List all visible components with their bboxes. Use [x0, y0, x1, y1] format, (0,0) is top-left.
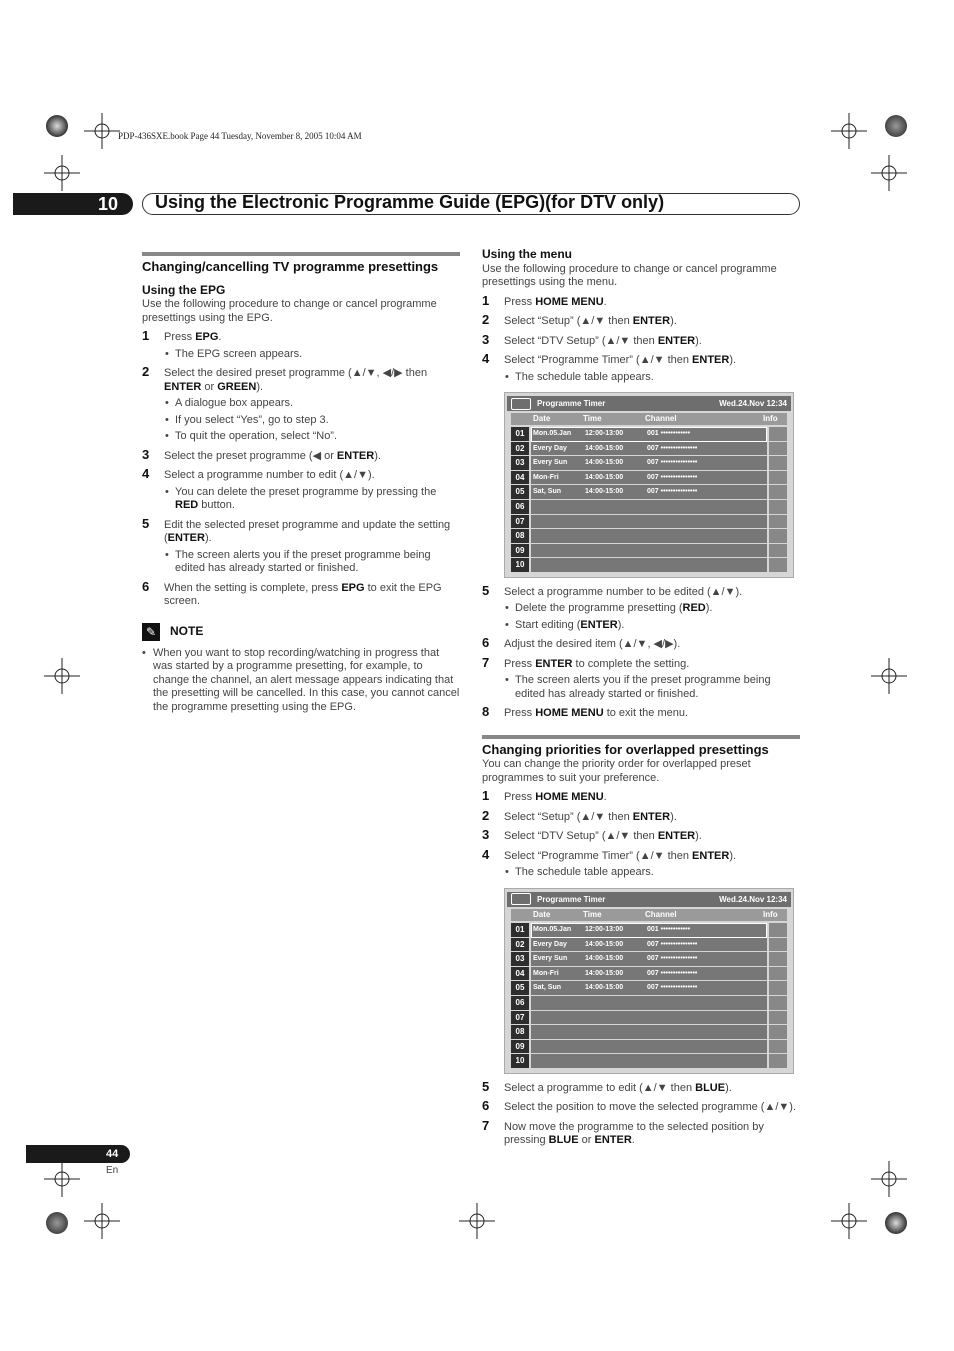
- screen-clock: Wed.24.Nov 12:34: [719, 398, 787, 408]
- row-number: 01: [511, 923, 529, 938]
- row-channel: 001 ••••••••••••: [647, 430, 691, 438]
- step-text: Select the position to move the selected programme (▲/▼).: [504, 1101, 797, 1114]
- section-title: Changing/cancelling TV programme presettings: [142, 259, 439, 274]
- row-number: 06: [511, 500, 529, 515]
- table-row[interactable]: [511, 427, 787, 442]
- row-info: [769, 952, 787, 967]
- step-4: [142, 466, 460, 483]
- left-column: [142, 252, 460, 716]
- step-1: [482, 292, 800, 310]
- table-row[interactable]: [511, 544, 787, 559]
- row-time: 14:00-15:00: [585, 969, 624, 977]
- registration-mark-icon: [871, 155, 907, 191]
- step-text: Press HOME MENU to exit the menu.: [504, 707, 689, 720]
- pencil-icon: ✎: [142, 623, 160, 641]
- row-cells: [531, 981, 767, 996]
- step-text: Select “DTV Setup” (▲/▼ then ENTER).: [504, 334, 702, 347]
- row-time: 14:00-15:00: [585, 444, 624, 452]
- row-time: 12:00-13:00: [585, 925, 624, 933]
- step-bullet: • If you select “Yes”, go to step 3.: [142, 414, 460, 428]
- step-bullet: • Start editing (ENTER).: [482, 619, 800, 633]
- row-date: Mon.05.Jan: [533, 430, 572, 438]
- step-text: Select a programme to edit (▲/▼ then BLUE).: [504, 1081, 732, 1094]
- menu-steps-b: [482, 582, 800, 721]
- step-text: Select “Programme Timer” (▲/▼ then ENTER).: [504, 354, 737, 366]
- priority-steps-b: [482, 1078, 800, 1148]
- step-number: 2: [142, 364, 150, 379]
- row-cells: [531, 515, 767, 530]
- step-bullet: • The screen alerts you if the preset programme being edited has already started or finished.: [142, 549, 460, 576]
- row-date: Mon-Fri: [533, 473, 559, 481]
- row-cells: [531, 1054, 767, 1069]
- section-rule: [482, 735, 800, 739]
- row-cells: [531, 923, 767, 938]
- table-row[interactable]: [511, 529, 787, 544]
- row-cells: [531, 558, 767, 573]
- row-number: 08: [511, 529, 529, 544]
- step-bullet: • The schedule table appears.: [482, 371, 800, 385]
- table-row[interactable]: [511, 471, 787, 486]
- row-number: 02: [511, 938, 529, 953]
- table-row[interactable]: [511, 952, 787, 967]
- sub-title: Using the EPG: [142, 282, 226, 297]
- row-channel: 007 •••••••••••••••: [647, 940, 698, 948]
- row-cells: [531, 456, 767, 471]
- step-text: Select “Setup” (▲/▼ then ENTER).: [504, 810, 677, 823]
- row-cells: [531, 544, 767, 559]
- step-3: [482, 331, 800, 349]
- timer-screen: [504, 392, 794, 578]
- row-info: [769, 485, 787, 500]
- row-number: 10: [511, 558, 529, 573]
- step-text: When the setting is complete, press EPG to exit the EPG screen.: [164, 581, 442, 607]
- row-info: [769, 1054, 787, 1069]
- row-info: [769, 471, 787, 486]
- tv-icon: [511, 893, 531, 905]
- step-number: 5: [482, 1078, 490, 1094]
- screen-clock: Wed.24.Nov 12:34: [719, 894, 787, 904]
- row-cells: [531, 996, 767, 1011]
- row-cells: [531, 471, 767, 486]
- section-rule: [142, 252, 460, 256]
- row-channel: 007 •••••••••••••••: [647, 969, 698, 977]
- step-number: 6: [482, 635, 490, 651]
- step-text: Press HOME MENU.: [504, 791, 607, 804]
- registration-mark-icon: [871, 1161, 907, 1197]
- row-info: [769, 544, 787, 559]
- step-number: 4: [482, 846, 490, 862]
- row-info: [769, 427, 787, 442]
- step-6: [482, 1098, 800, 1115]
- row-info: [769, 923, 787, 938]
- header-date: Date: [533, 910, 551, 920]
- row-date: Sat, Sun: [533, 488, 562, 496]
- page-number: 44: [106, 1148, 119, 1160]
- row-number: 07: [511, 1011, 529, 1026]
- step-number: 3: [482, 827, 490, 843]
- step-number: 8: [482, 704, 490, 720]
- note-header: [142, 623, 460, 641]
- menu-steps-a: [482, 292, 800, 385]
- step-6: [142, 578, 460, 609]
- row-number: 10: [511, 1054, 529, 1069]
- screen-title: Programme Timer: [537, 398, 606, 408]
- intro-text: Use the following procedure to change or cancel programme presettings using the EPG.: [142, 298, 437, 324]
- step-text: Select “Programme Timer” (▲/▼ then ENTER).: [504, 849, 737, 862]
- row-number: 05: [511, 485, 529, 500]
- step-5: [482, 582, 800, 600]
- registration-mark-icon: [84, 113, 120, 149]
- row-time: 14:00-15:00: [585, 940, 624, 948]
- table-row[interactable]: [511, 500, 787, 515]
- row-time: 14:00-15:00: [585, 984, 624, 992]
- table-row[interactable]: [511, 967, 787, 982]
- row-info: [769, 967, 787, 982]
- tv-icon: [511, 398, 531, 410]
- row-cells: [531, 427, 767, 442]
- header-info: Info: [763, 414, 778, 424]
- step-text: Select the preset programme (◀ or ENTER).: [164, 449, 381, 462]
- screen-title: Programme Timer: [537, 894, 606, 904]
- row-info: [769, 558, 787, 573]
- table-row[interactable]: [511, 442, 787, 457]
- step-bullet: • The schedule table appears.: [482, 866, 800, 880]
- row-date: Sat, Sun: [533, 984, 562, 992]
- step-bullet: • The screen alerts you if the preset programme being edited has already started or finished.: [482, 674, 800, 701]
- step-text: Press ENTER to complete the setting.: [504, 657, 690, 670]
- row-channel: 007 •••••••••••••••: [647, 984, 698, 992]
- priority-intro: You can change the priority order for overlapped preset programmes to suit your preference.: [482, 758, 751, 784]
- row-number: 04: [511, 967, 529, 982]
- step-bullet: • To quit the operation, select “No”.: [142, 430, 460, 444]
- row-date: Every Day: [533, 940, 567, 948]
- file-info: PDP-436SXE.book Page 44 Tuesday, November 8, 2005 10:04 AM: [118, 131, 362, 141]
- table-row[interactable]: [511, 1040, 787, 1055]
- row-channel: 001 ••••••••••••: [647, 925, 691, 933]
- registration-mark-icon: [84, 1203, 120, 1239]
- row-time: 14:00-15:00: [585, 955, 624, 963]
- row-cells: [531, 1011, 767, 1026]
- chapter-number: 10: [98, 194, 119, 214]
- table-header: [511, 413, 787, 425]
- step-number: 2: [482, 807, 490, 823]
- step-2: [142, 364, 460, 394]
- row-channel: 007 •••••••••••••••: [647, 955, 698, 963]
- priority-steps-a: [482, 788, 800, 880]
- epg-steps: [142, 328, 460, 609]
- registration-mark-icon: [44, 155, 80, 191]
- registration-mark-icon: [871, 658, 907, 694]
- right-column: [482, 248, 800, 1151]
- step-number: 5: [482, 582, 490, 598]
- row-info: [769, 500, 787, 515]
- row-time: 14:00-15:00: [585, 459, 624, 467]
- row-cells: [531, 485, 767, 500]
- registration-mark-icon: [831, 113, 867, 149]
- row-number: 02: [511, 442, 529, 457]
- row-time: 14:00-15:00: [585, 488, 624, 496]
- priority-section-title: Changing priorities for overlapped presettings: [482, 741, 769, 757]
- table-row[interactable]: [511, 1011, 787, 1026]
- header-channel: Channel: [645, 414, 677, 424]
- table-row[interactable]: [511, 485, 787, 500]
- step-number: 7: [482, 654, 490, 670]
- registration-mark-icon: [44, 658, 80, 694]
- row-date: Mon-Fri: [533, 969, 559, 977]
- table-header: [511, 909, 787, 921]
- screen-title-bar: [507, 396, 791, 411]
- header-time: Time: [583, 910, 602, 920]
- row-number: 03: [511, 456, 529, 471]
- step-number: 4: [142, 466, 150, 481]
- page-language: En: [106, 1165, 119, 1176]
- step-bullet: • Delete the programme presetting (RED).: [482, 602, 800, 616]
- step-bullet: • A dialogue box appears.: [142, 397, 460, 411]
- table-row[interactable]: [511, 558, 787, 573]
- table-row[interactable]: [511, 456, 787, 471]
- table-row[interactable]: [511, 996, 787, 1011]
- row-cells: [531, 1025, 767, 1040]
- row-number: 09: [511, 1040, 529, 1055]
- timer-screen: [504, 888, 794, 1074]
- step-number: 3: [482, 331, 490, 347]
- table-row[interactable]: [511, 923, 787, 938]
- step-1: [142, 328, 460, 345]
- registration-mark-icon: [44, 1161, 80, 1197]
- registration-mark-icon: [459, 1203, 495, 1239]
- row-info: [769, 515, 787, 530]
- row-number: 01: [511, 427, 529, 442]
- row-time: 14:00-15:00: [585, 473, 624, 481]
- row-number: 07: [511, 515, 529, 530]
- row-date: Every Sun: [533, 955, 568, 963]
- step-text: Adjust the desired item (▲/▼, ◀/▶).: [504, 638, 681, 651]
- row-cells: [531, 952, 767, 967]
- row-date: Every Sun: [533, 459, 568, 467]
- step-number: 7: [482, 1117, 490, 1133]
- step-text: Press EPG.: [164, 331, 222, 343]
- calibration-circle-icon: [885, 115, 907, 137]
- row-date: Mon.05.Jan: [533, 925, 572, 933]
- step-7: [482, 654, 800, 672]
- row-number: 03: [511, 952, 529, 967]
- step-text: Press HOME MENU.: [504, 295, 607, 308]
- step-7: [482, 1117, 800, 1148]
- table-row[interactable]: [511, 1025, 787, 1040]
- step-2: [482, 807, 800, 825]
- row-channel: 007 •••••••••••••••: [647, 459, 698, 467]
- chapter-title: Using the Electronic Programme Guide (EPG)(for DTV only): [155, 192, 665, 212]
- step-8: [482, 704, 800, 721]
- step-4: [482, 351, 800, 368]
- header-channel: Channel: [645, 910, 677, 920]
- step-number: 6: [142, 578, 150, 594]
- row-number: 08: [511, 1025, 529, 1040]
- calibration-circle-icon: [46, 115, 68, 137]
- row-info: [769, 1040, 787, 1055]
- note-label: NOTE: [170, 623, 204, 638]
- step-number: 3: [142, 446, 150, 462]
- header-time: Time: [583, 414, 602, 424]
- step-number: 1: [482, 292, 490, 308]
- row-number: 04: [511, 471, 529, 486]
- header-info: Info: [763, 910, 778, 920]
- row-cells: [531, 967, 767, 982]
- row-number: 05: [511, 981, 529, 996]
- step-text: Select a programme number to be edited (▲/▼).: [504, 585, 743, 598]
- step-text: Select the desired preset programme (▲/▼, ◀/▶ then ENTER or GREEN).: [164, 367, 428, 393]
- row-time: 12:00-13:00: [585, 430, 624, 438]
- header-date: Date: [533, 414, 551, 424]
- step-number: 6: [482, 1098, 490, 1114]
- registration-mark-icon: [831, 1203, 867, 1239]
- step-text: Edit the selected preset programme and update the setting (ENTER).: [164, 518, 451, 544]
- row-info: [769, 938, 787, 953]
- step-1: [482, 788, 800, 805]
- row-channel: 007 •••••••••••••••: [647, 444, 698, 452]
- step-3: [482, 827, 800, 844]
- row-channel: 007 •••••••••••••••: [647, 488, 698, 496]
- step-text: Select “Setup” (▲/▼ then ENTER).: [504, 315, 677, 327]
- row-number: 09: [511, 544, 529, 559]
- step-text: Select “DTV Setup” (▲/▼ then ENTER).: [504, 830, 702, 843]
- step-number: 2: [482, 312, 490, 327]
- row-channel: 007 •••••••••••••••: [647, 473, 698, 481]
- row-date: Every Day: [533, 444, 567, 452]
- row-info: [769, 996, 787, 1011]
- table-row[interactable]: [511, 1054, 787, 1069]
- step-number: 1: [142, 328, 150, 343]
- menu-title: Using the menu: [482, 247, 573, 261]
- table-row[interactable]: [511, 515, 787, 530]
- note-text: • When you want to stop recording/watching in progress that was started by a programme presetting, for example, to change the channel, an alert message appears indicating that the presetting will be cancelled. In this case, you cannot cancel the programme presetting using the EPG.: [142, 647, 460, 715]
- row-info: [769, 442, 787, 457]
- step-bullet: • The EPG screen appears.: [142, 348, 460, 362]
- menu-intro: Use the following procedure to change or cancel programme presettings using the menu.: [482, 262, 777, 288]
- row-info: [769, 456, 787, 471]
- row-cells: [531, 500, 767, 515]
- step-bullet: • You can delete the preset programme by pressing the RED button.: [142, 486, 460, 513]
- step-6: [482, 635, 800, 652]
- screen-title-bar: [507, 892, 791, 907]
- step-5: [482, 1078, 800, 1096]
- row-number: 06: [511, 996, 529, 1011]
- step-text: Now move the programme to the selected position by pressing BLUE or ENTER.: [504, 1120, 764, 1147]
- step-4: [482, 846, 800, 864]
- row-cells: [531, 529, 767, 544]
- step-number: 5: [142, 515, 150, 531]
- step-3: [142, 446, 460, 464]
- step-number: 1: [482, 788, 490, 804]
- step-5: [142, 515, 460, 546]
- table-row[interactable]: [511, 981, 787, 996]
- row-cells: [531, 442, 767, 457]
- row-info: [769, 1011, 787, 1026]
- step-text: Select a programme number to edit (▲/▼).: [164, 469, 375, 481]
- step-2: [482, 312, 800, 329]
- row-info: [769, 1025, 787, 1040]
- calibration-circle-icon: [46, 1212, 68, 1234]
- calibration-circle-icon: [885, 1212, 907, 1234]
- row-cells: [531, 938, 767, 953]
- step-number: 4: [482, 351, 490, 366]
- table-row[interactable]: [511, 938, 787, 953]
- row-cells: [531, 1040, 767, 1055]
- row-info: [769, 981, 787, 996]
- row-info: [769, 529, 787, 544]
